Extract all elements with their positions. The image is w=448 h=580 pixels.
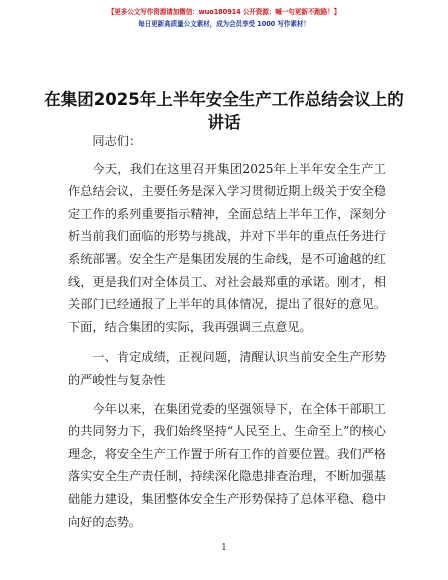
section-heading-1: 一、肯定成绩，正视问题，清醒认识当前安全生产形势的严峻性与复杂性 (68, 350, 386, 387)
paragraph-achievements: 今年以来，在集团党委的坚强领导下，在全体干部职工的共同努力下，我们始终坚持“人民至上、生命至上”的核心理念，将安全生产工作置于所有工作的首要位置。我们严格落实安全生产责任制，持续深化隐患排查治理，不断加强基础能力建设，集团整体安全生产形势保持了总体平稳、稳中向好的态势。 (68, 401, 386, 529)
promo-banner-line-1: 【更多公文写作资源请加微信：wuo180914 公开资源：喊一句更新不跑路！】 (107, 8, 341, 16)
promo-banner (0, 6, 448, 30)
salutation: 同志们： (92, 134, 142, 148)
document-body (68, 130, 386, 536)
paragraph-intro: 今天，我们在这里召开集团2025年上半年安全生产工作总结会议，主要任务是深入学习贯彻近期上级关于安全稳定工作的系列重要指示精神，全面总结上半年工作，深刻分析当前我们面临的形势与挑战，并对下半年的重点任务进行系统部署。安全生产是集团发展的生命线，是不可逾越的红线，更是我们对全体员工、对社会最郑重的承诺。刚才，相关部门已经通报了上半年的具体情况，提出了很好的意见。下面，结合集团的实际，我再强调三点意见。 (68, 161, 386, 334)
document-title: 在集团2025年上半年安全生产工作总结会议上的讲话 (44, 90, 404, 132)
page-number: 1 (221, 543, 227, 553)
promo-banner-line-2: 每日更新高质量公文素材，成为会员享受 1000 写作素材！ (138, 20, 310, 28)
